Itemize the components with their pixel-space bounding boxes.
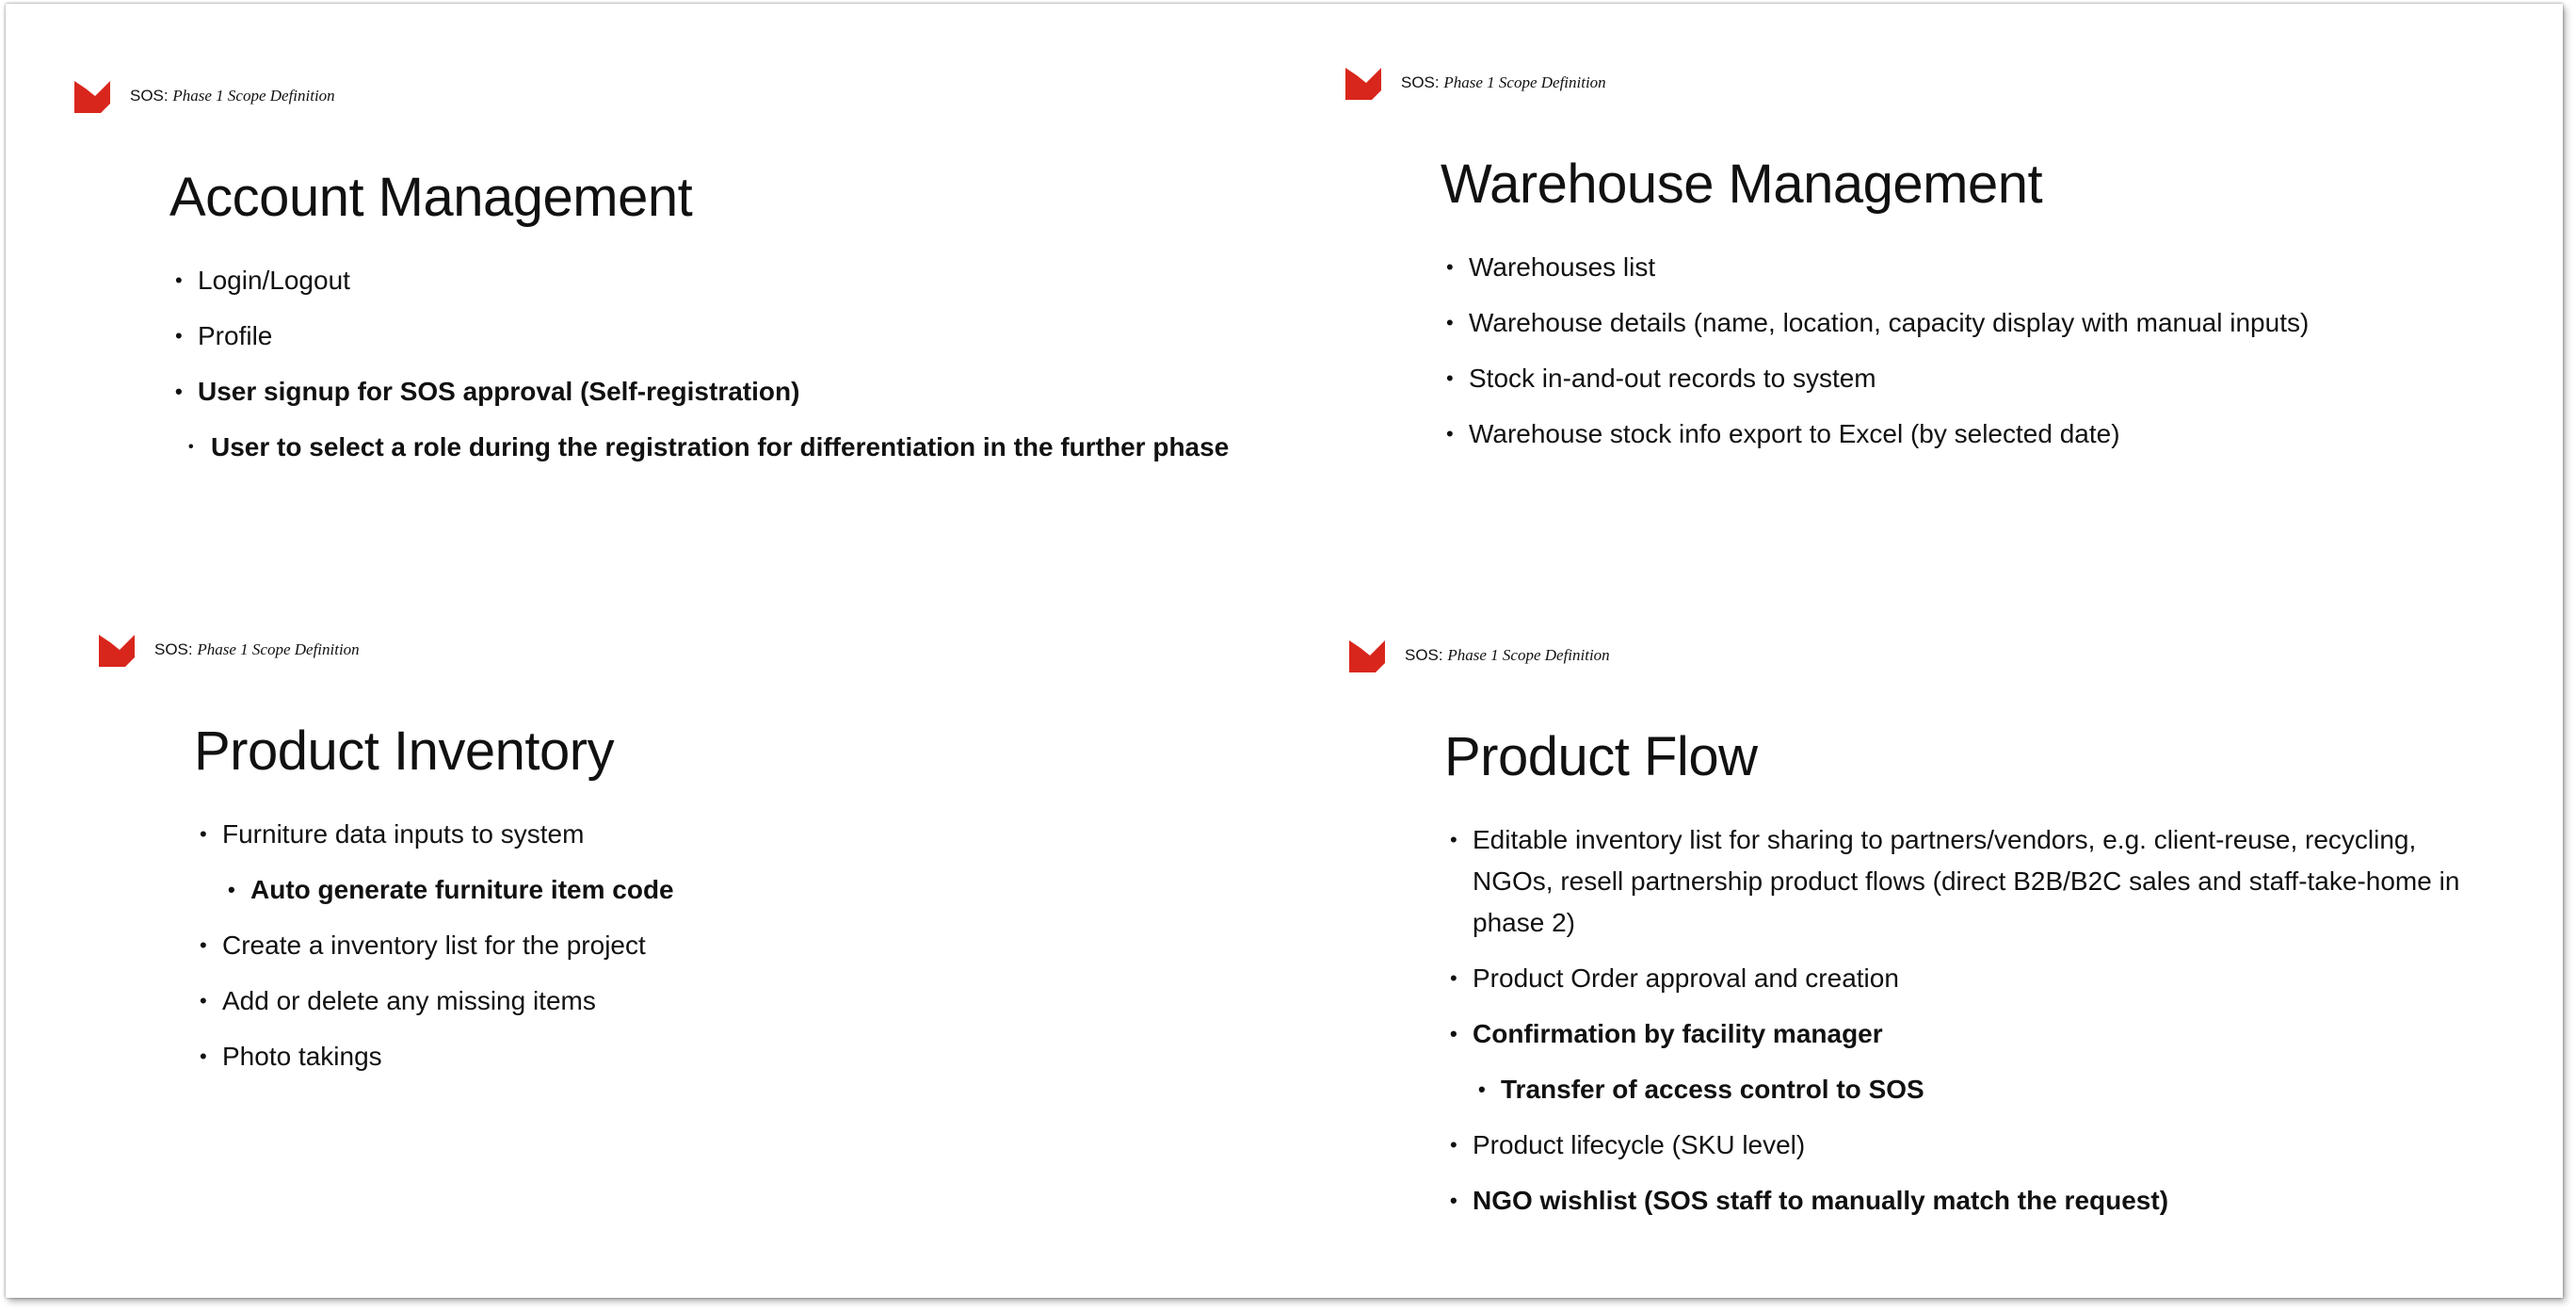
- slide-header: [73, 75, 335, 117]
- bullet-item: • NGO wishlist (SOS staff to manually match the request): [1450, 1180, 2486, 1222]
- bullet-item: • Confirmation by facility manager: [1450, 1013, 2486, 1055]
- slide-product-inventory: [98, 629, 1228, 1157]
- header-label: [1401, 73, 1606, 92]
- bullet-item: • Warehouse details (name, location, capacity display with manual inputs): [1446, 302, 2309, 344]
- brand-logo-icon: [73, 77, 111, 115]
- bullet-subitem: • User to select a role during the registration for differentiation in the further phase: [175, 427, 1229, 468]
- slide-title: Product Inventory: [194, 720, 615, 782]
- bullet-list: [175, 260, 1229, 482]
- bullet-subitem: • Auto generate furniture item code: [200, 869, 674, 911]
- header-subtitle: Phase 1 Scope Definition: [197, 640, 360, 658]
- brand-logo-icon: [1344, 64, 1382, 102]
- bullet-item: • Login/Logout: [175, 260, 1229, 301]
- bullet-item: • Profile: [175, 316, 1229, 357]
- slide-header: [1344, 62, 1606, 104]
- header-prefix: SOS:: [154, 640, 193, 658]
- bullet-item: • Product Order approval and creation: [1450, 958, 2486, 999]
- slide-header: [1348, 635, 1610, 676]
- header-subtitle: Phase 1 Scope Definition: [1447, 646, 1610, 664]
- bullet-item: • Product lifecycle (SKU level): [1450, 1125, 2486, 1166]
- bullet-item: • Warehouses list: [1446, 247, 2309, 288]
- bullet-item: • Furniture data inputs to system: [200, 814, 674, 855]
- bullet-list: [200, 814, 674, 1092]
- slide-title: Warehouse Management: [1441, 154, 2043, 215]
- bullet-subitem: • Transfer of access control to SOS: [1450, 1069, 2486, 1110]
- bullet-item: • User signup for SOS approval (Self-registration): [175, 371, 1229, 413]
- bullet-item: • Add or delete any missing items: [200, 980, 674, 1022]
- header-prefix: SOS:: [1401, 73, 1440, 91]
- header-subtitle: Phase 1 Scope Definition: [1443, 73, 1606, 91]
- bullet-list: [1446, 247, 2309, 469]
- slide-warehouse-management: [1344, 62, 2521, 533]
- document-frame: [6, 4, 2563, 1298]
- brand-logo-icon: [1348, 637, 1386, 674]
- header-subtitle: Phase 1 Scope Definition: [172, 87, 335, 105]
- bullet-item: • Photo takings: [200, 1036, 674, 1077]
- slide-title: Product Flow: [1444, 726, 1758, 787]
- bullet-list: [1450, 819, 2486, 1236]
- brand-logo-icon: [98, 631, 136, 669]
- slide-title: Account Management: [169, 167, 693, 228]
- bullet-item: • Warehouse stock info export to Excel (by selected date): [1446, 413, 2309, 455]
- slide-header: [98, 629, 360, 671]
- header-label: [1405, 646, 1610, 665]
- header-prefix: SOS:: [1405, 646, 1443, 664]
- header-label: [154, 640, 360, 659]
- header-prefix: SOS:: [130, 87, 169, 105]
- bullet-item: • Editable inventory list for sharing to partners/vendors, e.g. client-reuse, recycling, NGOs, resell partnership product flows (direct B2B/B2C sales and staff-take-home in phase 2): [1450, 819, 2486, 944]
- slide-account-management: [73, 75, 1230, 546]
- bullet-item: • Stock in-and-out records to system: [1446, 358, 2309, 399]
- header-label: [130, 87, 335, 105]
- slide-product-flow: [1348, 635, 2544, 1219]
- bullet-item: • Create a inventory list for the project: [200, 925, 674, 966]
